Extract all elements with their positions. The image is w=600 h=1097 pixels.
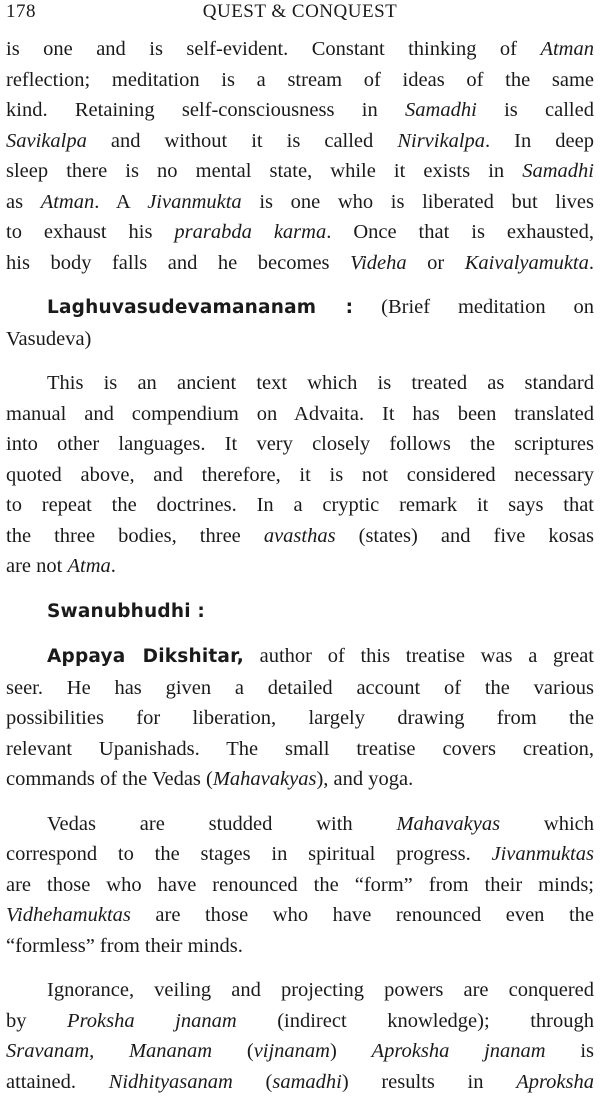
text-line: commands of the Vedas (Mahavakyas), and yoga. <box>6 764 594 795</box>
text-line: Appaya Dikshitar, author of this treatise was a great <box>6 641 594 673</box>
text-line: as Atman. A Jivanmukta is one who is liberated but lives <box>6 187 594 218</box>
text-line: Vedas are studded with Mahavakyas which <box>6 809 594 840</box>
text-line: This is an ancient text which is treated as standard <box>6 368 594 399</box>
section-heading: Swanubhudhi : <box>6 596 594 628</box>
text-line: Sravanam, Mananam (vijnanam) Aproksha jnanam is <box>6 1036 594 1067</box>
text-line: Ignorance, veiling and projecting powers are conquered <box>6 975 594 1006</box>
text-line: are not Atma. <box>6 551 594 582</box>
text-line: is one and is self-evident. Constant thinking of Atman <box>6 34 594 65</box>
text-line: Savikalpa and without it is called Nirvikalpa. In deep <box>6 126 594 157</box>
text-line: “formless” from their minds. <box>6 931 594 962</box>
text-line: into other languages. It very closely follows the scriptures <box>6 429 594 460</box>
body-text <box>6 34 594 1097</box>
running-title: QUEST & CONQUEST <box>6 1 594 23</box>
text-line: possibilities for liberation, largely drawing from the <box>6 703 594 734</box>
text-line: attained. Nidhityasanam (samadhi) results in Aproksha <box>6 1067 594 1097</box>
page-header <box>6 0 594 26</box>
text-line: Vidhehamuktas are those who have renounced even the <box>6 900 594 931</box>
text-line: to exhaust his prarabda karma. Once that is exhausted, <box>6 217 594 248</box>
text-line: the three bodies, three avasthas (states) and five kosas <box>6 521 594 552</box>
text-line: sleep there is no mental state, while it exists in Samadhi <box>6 156 594 187</box>
text-line: relevant Upanishads. The small treatise covers creation, <box>6 734 594 765</box>
text-line: Vasudeva) <box>6 324 594 355</box>
text-line: kind. Retaining self-consciousness in Samadhi is called <box>6 95 594 126</box>
text-line: correspond to the stages in spiritual progress. Jivanmuktas <box>6 839 594 870</box>
text-line: to repeat the doctrines. In a cryptic remark it says that <box>6 490 594 521</box>
text-line: reflection; meditation is a stream of ideas of the same <box>6 65 594 96</box>
section-heading: Laghuvasudevamananam : (Brief meditation on <box>6 292 594 324</box>
text-line: manual and compendium on Advaita. It has been translated <box>6 399 594 430</box>
text-line: his body falls and he becomes Videha or Kaivalyamukta. <box>6 248 594 279</box>
text-line: quoted above, and therefore, it is not considered necessary <box>6 460 594 491</box>
text-line: by Proksha jnanam (indirect knowledge); through <box>6 1006 594 1037</box>
text-line: are those who have renounced the “form” from their minds; <box>6 870 594 901</box>
page-number: 178 <box>6 1 36 23</box>
text-line: seer. He has given a detailed account of the various <box>6 673 594 704</box>
